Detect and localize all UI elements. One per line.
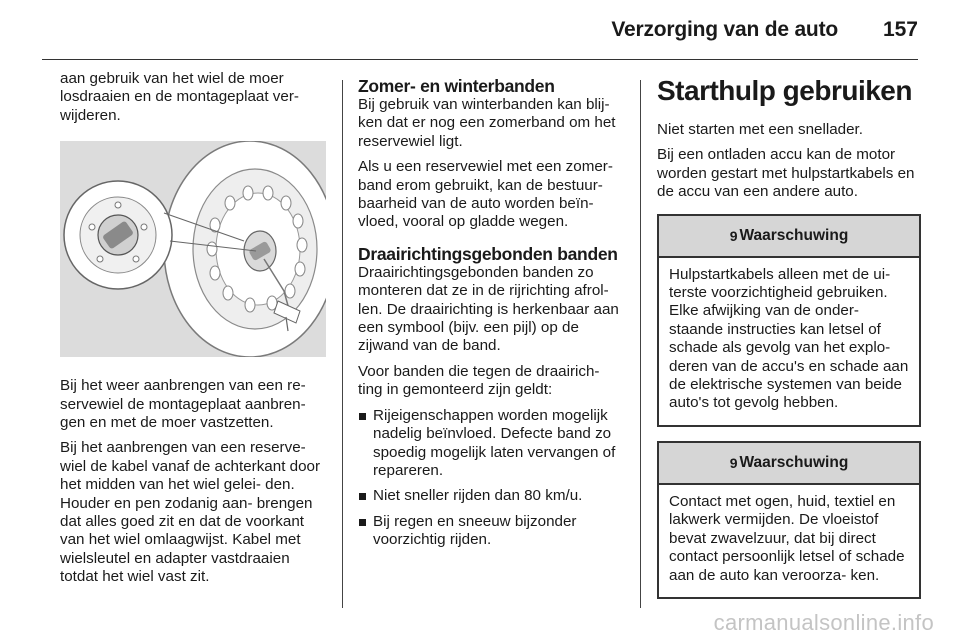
intro-paragraph: aan gebruik van het wiel de moer losdraaien en de montageplaat ver- wijderen. bbox=[60, 70, 299, 124]
paragraph-no-charger: Niet starten met een snellader. bbox=[657, 121, 863, 138]
warning-header bbox=[659, 443, 919, 485]
warning-box bbox=[657, 441, 921, 599]
list-item: Bij regen en sneeuw bijzonder voorzichtig rijden. bbox=[358, 513, 624, 550]
warning-label: Waarschuwing bbox=[739, 226, 849, 244]
heading-directional: Draairichtingsgebonden banden bbox=[358, 243, 618, 264]
warning-header bbox=[659, 216, 919, 258]
paragraph-winter-tyres: Bij gebruik van winterbanden kan blij- ken dat er nog een zomerband om het reservewiel ligt. bbox=[358, 96, 616, 150]
spare-wheel-illustration bbox=[60, 141, 326, 357]
warning-text: Contact met ogen, huid, textiel en lakwerk vermijden. De vloeistof bevat zwavelzuur, dat bij direct contact persoonlijk letsel of schade aan de auto kan veroorza- ken. bbox=[669, 492, 905, 584]
column-2 bbox=[358, 70, 624, 557]
warning-text: Hulpstartkabels alleen met de ui- terste voorzichtigheid gebruiken. Elke afwijking van de onder- staande instructies kan letsel of schade als gevolg van het explo- deren van de accu's en schade aan de elektrische systemen van beide auto's tot gevolg hebben. bbox=[669, 265, 909, 412]
paragraph-directional: Draairichtingsgebonden banden zo monteren dat ze in de rijrichting afrol- len. De draairichting is herkenbaar aan een symbool (bijv. een pijl) op de zijwand van de band. bbox=[358, 263, 619, 355]
paragraph-refit: Bij het weer aanbrengen van een re- servewiel de montageplaat aanbren- gen en met de moer vastzetten. bbox=[60, 377, 306, 432]
watermark: carmanualsonline.info bbox=[713, 610, 934, 635]
column-divider-2 bbox=[640, 80, 641, 608]
warning-label: Waarschuwing bbox=[739, 453, 849, 471]
bullet-list bbox=[358, 407, 624, 550]
column-divider-1 bbox=[342, 80, 343, 608]
list-item: Niet sneller rijden dan 80 km/u. bbox=[358, 487, 624, 505]
spare-wheel-drawing bbox=[60, 141, 326, 357]
header-divider bbox=[42, 59, 918, 60]
warning-triangle-icon: 9 bbox=[729, 454, 738, 471]
column-1 bbox=[60, 70, 326, 594]
page-header bbox=[0, 0, 960, 58]
heading-jump-start: Starthulp gebruiken bbox=[657, 75, 912, 106]
paragraph-jump-cables: Bij een ontladen accu kan de motor worden gestart met hulpstartkabels en de accu van een andere auto. bbox=[657, 146, 915, 201]
list-item: Rijeigenschappen worden mogelijk nadelig beïnvloed. Defecte band zo spoedig mogelijk laten vervangen of repareren. bbox=[358, 407, 624, 481]
page-number: 157 bbox=[882, 18, 918, 41]
paragraph-reverse-mounted: Voor banden die tegen de draairich- ting in gemonteerd zijn geldt: bbox=[358, 362, 600, 399]
heading-summer-winter: Zomer- en winterbanden bbox=[358, 76, 555, 96]
warning-triangle-icon: 9 bbox=[729, 227, 738, 244]
section-title: Verzorging van de auto bbox=[611, 18, 838, 41]
paragraph-cable: Bij het aanbrengen van een reserve- wiel de kabel vanaf de achterkant door het midden van het wiel gelei- den. Houder en pen zodanig aan- brengen dat alles goed zit en dat de voorkant van het wiel omlaagwijst. Kabel met wielsleutel en adapter vastdraaien totdat het wiel vast zit. bbox=[60, 439, 321, 586]
paragraph-summer-spare: Als u een reservewiel met een zomer- band erom gebruikt, kan de bestuur- baarheid van de auto worden beïn- vloed, vooral op gladde wegen. bbox=[358, 158, 613, 231]
warning-box bbox=[657, 214, 921, 427]
column-3 bbox=[657, 70, 921, 613]
